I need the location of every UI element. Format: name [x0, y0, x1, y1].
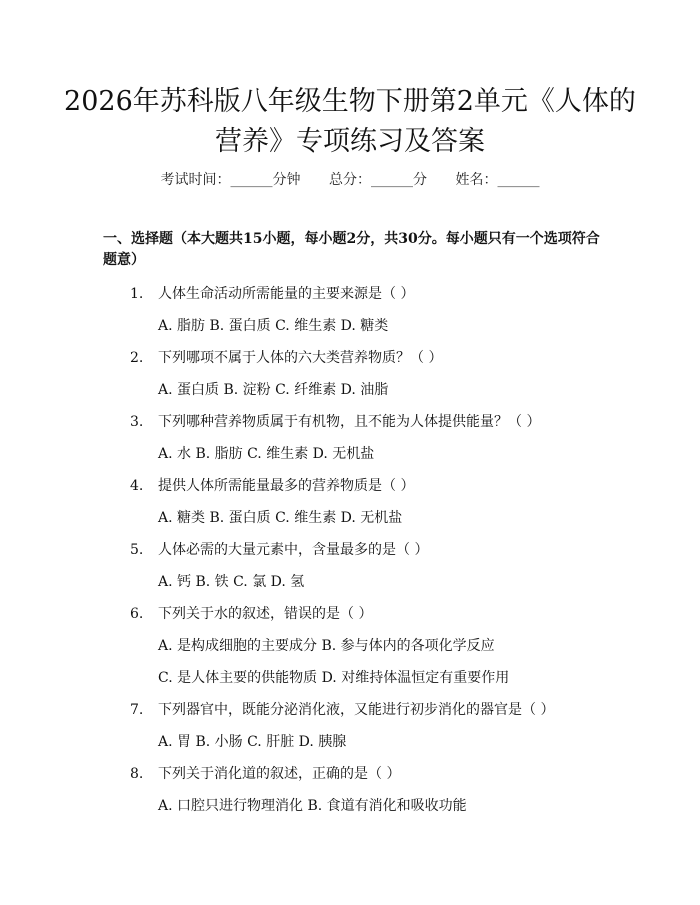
question-item [130, 763, 400, 783]
question-item [130, 347, 442, 367]
question-number: 1. [130, 286, 144, 302]
question-number: 7. [130, 702, 144, 718]
question-text: 下列关于水的叙述，错误的是（ ） [158, 606, 373, 622]
question-item [130, 699, 554, 719]
question-number: 8. [130, 766, 144, 782]
question-item [130, 283, 414, 303]
question-item [130, 411, 540, 431]
question-text: 下列器官中，既能分泌消化液，又能进行初步消化的器官是（ ） [158, 702, 555, 718]
document-title: 2026年苏科版八年级生物下册第2单元《人体的营养》专项练习及答案 [64, 86, 636, 157]
question-text: 下列哪种营养物质属于有机物，且不能为人体提供能量？（ ） [158, 414, 541, 430]
question-options: A. 脂肪 B. 蛋白质 C. 维生素 D. 糖类 [158, 318, 389, 334]
question-item [130, 475, 414, 495]
section-heading: 一、选择题（本大题共15小题，每小题2分，共30分。每小题只有一个选项符合题意） [103, 231, 600, 268]
question-options: C. 是人体主要的供能物质 D. 对维持体温恒定有重要作用 [158, 670, 510, 686]
question-item [130, 603, 372, 623]
question-text: 下列哪项不属于人体的六大类营养物质？（ ） [158, 350, 443, 366]
question-number: 5. [130, 542, 144, 558]
question-text: 人体生命活动所需能量的主要来源是（ ） [158, 286, 415, 302]
question-options: A. 胃 B. 小肠 C. 肝脏 D. 胰腺 [158, 734, 347, 750]
exam-info [0, 169, 700, 189]
question-number: 4. [130, 478, 144, 494]
question-number: 2. [130, 350, 144, 366]
question-options: A. 是构成细胞的主要成分 B. 参与体内的各项化学反应 [158, 638, 495, 654]
question-options: A. 糖类 B. 蛋白质 C. 维生素 D. 无机盐 [158, 510, 403, 526]
question-options: A. 水 B. 脂肪 C. 维生素 D. 无机盐 [158, 446, 375, 462]
question-number: 6. [130, 606, 144, 622]
student-name-field: 姓名：______ [455, 172, 540, 188]
question-text: 人体必需的大量元素中，含量最多的是（ ） [158, 542, 429, 558]
question-text: 下列关于消化道的叙述，正确的是（ ） [158, 766, 401, 782]
question-options: A. 口腔只进行物理消化 B. 食道有消化和吸收功能 [158, 798, 467, 814]
question-options: A. 钙 B. 铁 C. 氯 D. 氢 [158, 574, 305, 590]
question-options: A. 蛋白质 B. 淀粉 C. 纤维素 D. 油脂 [158, 382, 389, 398]
question-number: 3. [130, 414, 144, 430]
question-text: 提供人体所需能量最多的营养物质是（ ） [158, 478, 415, 494]
exam-time-field: 考试时间：______分钟 [160, 172, 301, 188]
total-score-field: 总分：______分 [329, 172, 427, 188]
question-item [130, 539, 428, 559]
